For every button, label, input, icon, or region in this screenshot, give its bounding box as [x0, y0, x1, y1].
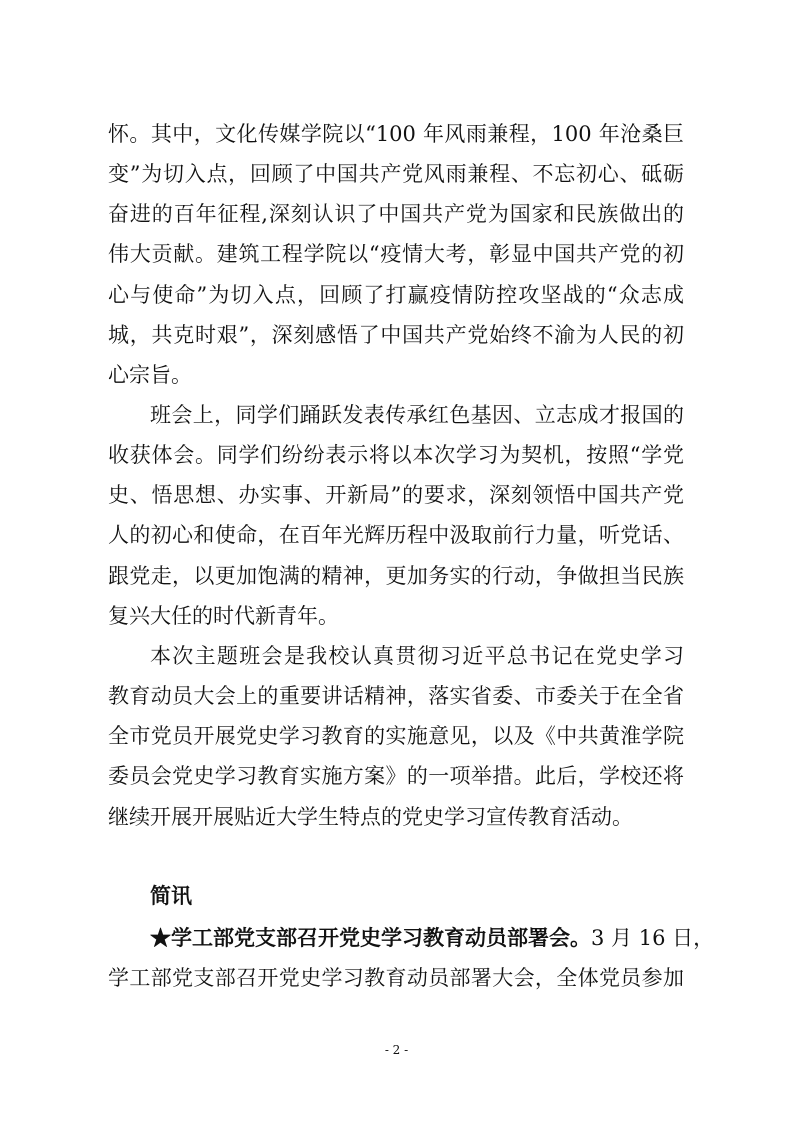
brief-item-text: 3 月 16 日，: [591, 926, 715, 950]
brief-heading: 简讯: [150, 883, 192, 908]
paragraph-line: 变”为切入点，回顾了中国共产党风雨兼程、不忘初心、砥砺: [108, 162, 684, 186]
paragraph-line: 全市党员开展党史学习教育的实施意见，以及《中共黄淮学院: [108, 724, 684, 748]
paragraph-line: 人的初心和使命，在百年光辉历程中汲取前行力量，听党话、: [108, 523, 684, 547]
paragraph-line: 班会上，同学们踊跃发表传承红色基因、立志成才报国的: [150, 403, 684, 427]
brief-item-title: ★学工部党支部召开党史学习教育动员部署会。: [150, 925, 591, 950]
page-number: - 2 -: [384, 1043, 409, 1057]
brief-item: [150, 924, 715, 952]
paragraph-line: 心与使命”为切入点，回顾了打赢疫情防控攻坚战的“众志成: [108, 283, 684, 307]
paragraph-line: 跟党走，以更加饱满的精神，更加务实的行动，争做担当民族: [108, 564, 684, 588]
paragraph-line: 史、悟思想、办实事、开新局”的要求，深刻领悟中国共产党: [108, 483, 684, 507]
paragraph-line: 城，共克时艰”，深刻感悟了中国共产党始终不渝为人民的初: [108, 323, 684, 347]
paragraph-line: 教育动员大会上的重要讲话精神，落实省委、市委关于在全省: [108, 684, 684, 708]
paragraph-line: 收获体会。同学们纷纷表示将以本次学习为契机，按照“学党: [108, 443, 684, 467]
paragraph-line: 学工部党支部召开党史学习教育动员部署大会，全体党员参加: [108, 966, 684, 990]
paragraph-line: 奋进的百年征程,深刻认识了中国共产党为国家和民族做出的: [108, 202, 684, 226]
paragraph-line: 复兴大任的时代新青年。: [108, 604, 339, 628]
paragraph-line: 伟大贡献。建筑工程学院以“疫情大考，彰显中国共产党的初: [108, 242, 684, 266]
paragraph-line: 怀。其中，文化传媒学院以“100 年风雨兼程，100 年沧桑巨: [108, 122, 684, 146]
paragraph-line: 心宗旨。: [108, 363, 192, 387]
paragraph-line: 委员会党史学习教育实施方案》的一项举措。此后，学校还将: [108, 764, 684, 788]
paragraph-line: 继续开展开展贴近大学生特点的党史学习宣传教育活动。: [108, 805, 633, 829]
paragraph-line: 本次主题班会是我校认真贯彻习近平总书记在党史学习: [150, 644, 684, 668]
